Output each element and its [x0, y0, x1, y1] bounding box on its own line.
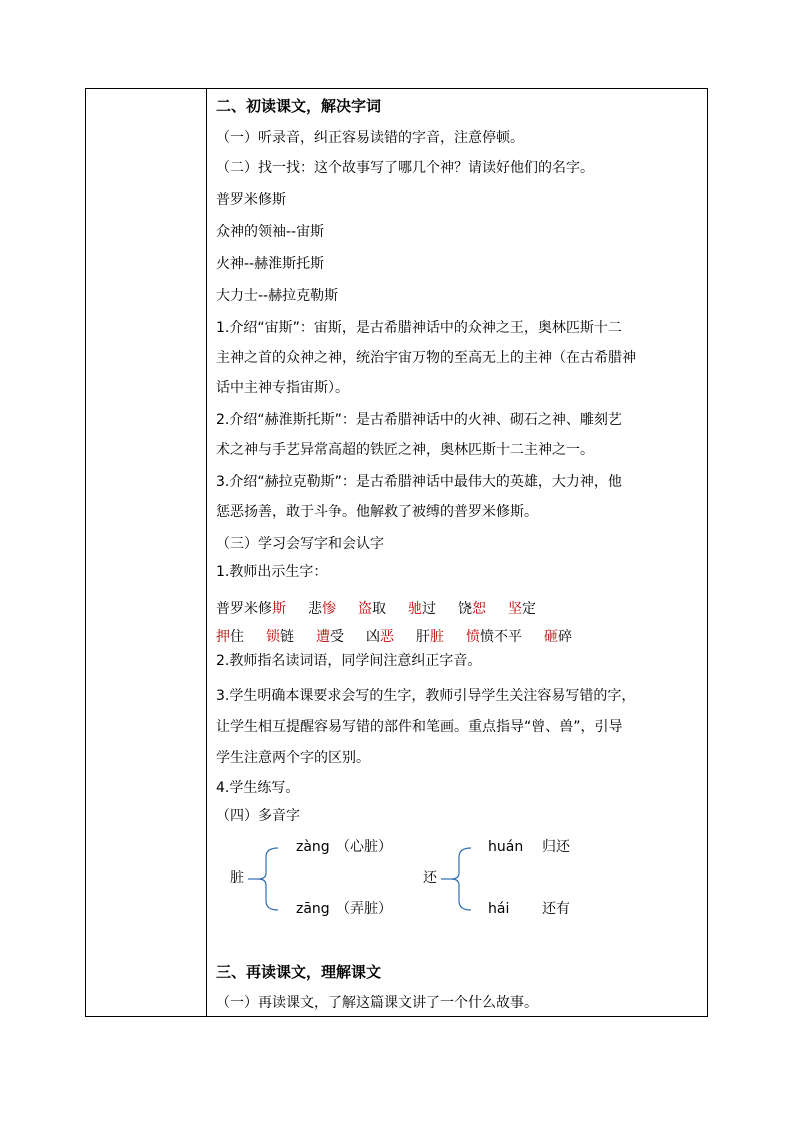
plain-char: 凶 — [366, 629, 380, 645]
write-words-line: 学生注意两个字的区别。 — [216, 750, 370, 766]
god-name: 大力士--赫拉克勒斯 — [216, 288, 339, 304]
read-words: 2.教师指名读词语，同学间注意纠正字音。 — [216, 653, 482, 669]
vocab-word — [316, 629, 344, 645]
example-word: 归还 — [542, 839, 570, 855]
vocab-word — [216, 629, 244, 645]
intro-hephaestus-line: 2.介绍“赫淮斯托斯”：是古希腊神话中的火神、砌石之神、雕刻艺 — [216, 412, 622, 428]
plain-char: 取 — [372, 601, 386, 617]
plain-char: 受 — [330, 629, 344, 645]
pinyin: huán — [488, 839, 524, 855]
write-words-line: 让学生相互提醒容易写错的部件和笔画。重点指导“曾、兽”，引导 — [216, 719, 623, 735]
vocab-word — [466, 629, 522, 645]
polyphone-char: 脏 — [230, 870, 244, 886]
highlighted-char: 恕 — [472, 601, 486, 617]
intro-heracles-line: 惩恶扬善，敢于斗争。他解救了被缚的普罗米修斯。 — [216, 504, 538, 520]
highlighted-char: 砸 — [544, 629, 558, 645]
section3-step1: （一）再读课文，了解这篇课文讲了一个什么故事。 — [216, 995, 538, 1011]
highlighted-char: 驰 — [408, 601, 422, 617]
highlighted-char: 押 — [216, 629, 230, 645]
vocab-word — [458, 601, 486, 617]
vocab-word — [308, 601, 336, 617]
word-row-2 — [216, 628, 594, 646]
content-cell — [208, 89, 707, 1016]
show-words-label: 1.教师出示生字： — [216, 564, 328, 580]
section2-step3: （三）学习会写字和会认字 — [216, 536, 384, 552]
section2-step4: （四）多音字 — [216, 808, 300, 824]
section2-step2: （二）找一找：这个故事写了哪几个神？请读好他们的名字。 — [216, 160, 594, 176]
intro-zeus-line: 1.介绍“宙斯”：宙斯，是古希腊神话中的众神之王，奥林匹斯十二 — [216, 320, 622, 336]
plain-char: 链 — [280, 629, 294, 645]
left-column — [86, 89, 207, 1016]
vocab-word — [266, 629, 294, 645]
vocab-word — [358, 601, 386, 617]
intro-hephaestus-line: 术之神与手艺异常高超的铁匠之神，奥林匹斯十二主神之一。 — [216, 442, 594, 458]
write-words-line: 3.学生明确本课要求会写的生字，教师引导学生关注容易写错的字， — [216, 688, 636, 704]
plain-char: 住 — [230, 629, 244, 645]
vocab-word — [416, 629, 444, 645]
example-word: （心脏） — [336, 839, 392, 855]
plain-char: 过 — [422, 601, 436, 617]
plain-char: 肝 — [416, 629, 430, 645]
intro-heracles-line: 3.介绍“赫拉克勒斯”：是古希腊神话中最伟大的英雄，大力神，他 — [216, 474, 622, 490]
vocab-word — [544, 629, 572, 645]
plain-char: 悲 — [308, 601, 322, 617]
section3-title: 三、再读课文，理解课文 — [216, 963, 382, 981]
intro-zeus-line: 主神之首的众神之神，统治宇宙万物的至高无上的主神（在古希腊神 — [216, 350, 636, 366]
polyphone-char: 还 — [423, 870, 437, 886]
pinyin: zàng — [296, 839, 330, 855]
highlighted-char: 坚 — [508, 601, 522, 617]
vocab-word — [508, 601, 536, 617]
intro-zeus-line: 话中主神专指宙斯）。 — [216, 380, 349, 396]
section2-title: 二、初读课文，解决字词 — [216, 97, 382, 115]
plain-char: 定 — [522, 601, 536, 617]
god-name: 普罗米修斯 — [216, 192, 286, 208]
plain-char: 普罗米修 — [216, 601, 272, 617]
section2-step1: （一）听录音，纠正容易读错的字音，注意停顿。 — [216, 130, 524, 146]
brace-icon — [248, 845, 280, 913]
highlighted-char: 盗 — [358, 601, 372, 617]
vocab-word — [216, 601, 286, 617]
god-name: 火神--赫淮斯托斯 — [216, 256, 325, 272]
pinyin: zāng — [296, 901, 330, 917]
highlighted-char: 遭 — [316, 629, 330, 645]
plain-char: 愤不平 — [480, 629, 522, 645]
highlighted-char: 锁 — [266, 629, 280, 645]
highlighted-char: 恶 — [380, 629, 394, 645]
highlighted-char: 脏 — [430, 629, 444, 645]
highlighted-char: 愤 — [466, 629, 480, 645]
pinyin: hái — [488, 901, 510, 917]
example-word: 还有 — [542, 901, 570, 917]
plain-char: 碎 — [558, 629, 572, 645]
highlighted-char: 斯 — [272, 601, 286, 617]
example-word: （弄脏） — [336, 901, 392, 917]
vocab-word — [408, 601, 436, 617]
practice: 4.学生练写。 — [216, 780, 300, 796]
god-name: 众神的领袖--宙斯 — [216, 224, 325, 240]
highlighted-char: 惨 — [322, 601, 336, 617]
lesson-table — [85, 88, 708, 1017]
plain-char: 饶 — [458, 601, 472, 617]
brace-icon — [441, 845, 473, 913]
word-row-1 — [216, 600, 558, 618]
vocab-word — [366, 629, 394, 645]
